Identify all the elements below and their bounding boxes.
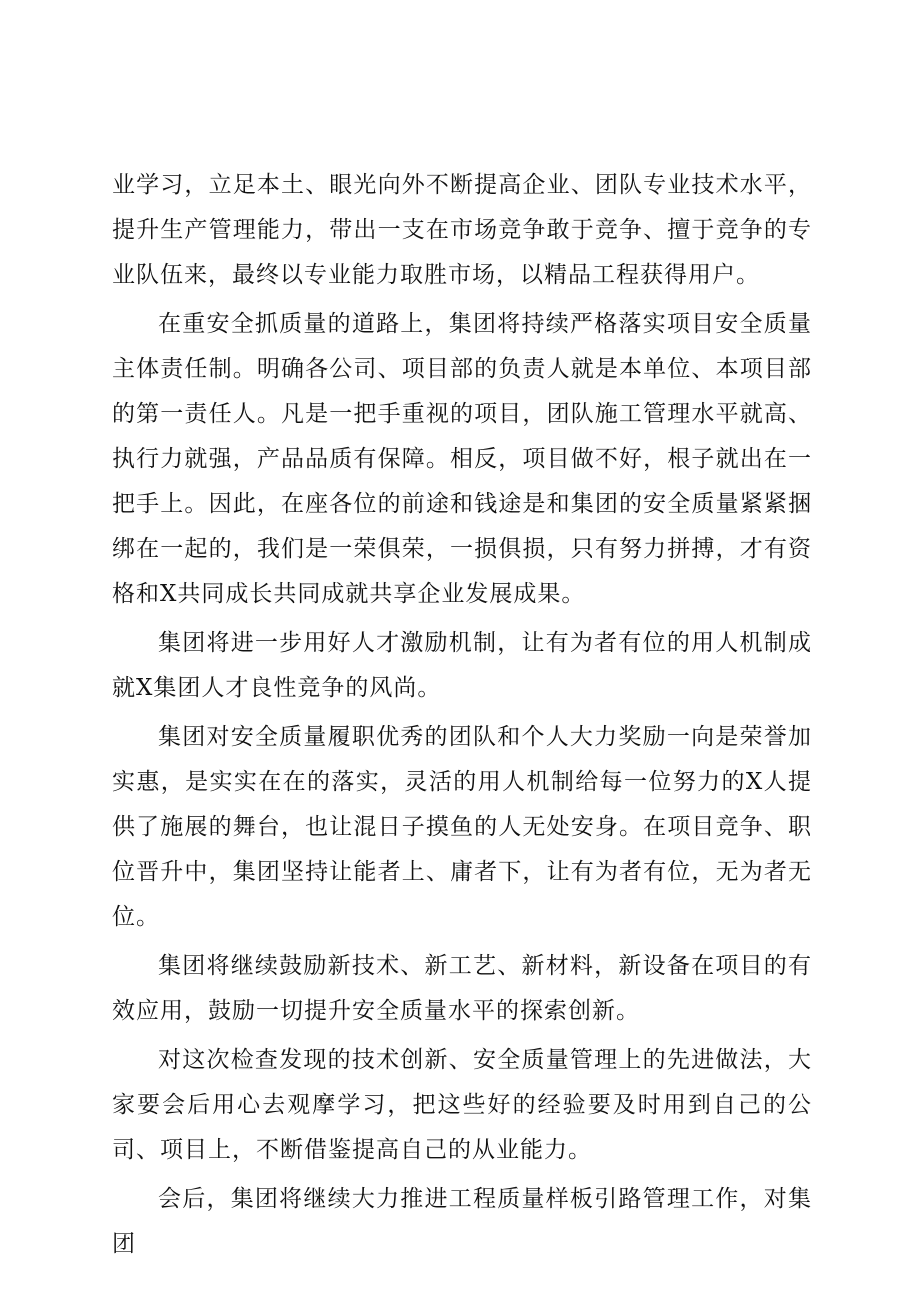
- paragraph-2: 在重安全抓质量的道路上，集团将持续严格落实项目安全质量主体责任制。明确各公司、项目部的负责人就是本单位、本项目部的第一责任人。凡是一把手重视的项目，团队施工管理水平就高、执行力就强，产品品质有保障。相反，项目做不好，根子就出在一把手上。因此，在座各位的前途和钱途是和集团的安全质量紧紧捆绑在一起的，我们是一荣俱荣，一损俱损，只有努力拼搏，才有资格和X共同成长共同成就共享企业发展成果。: [112, 311, 812, 607]
- paragraph-6: 对这次检查发现的技术创新、安全质量管理上的先进做法，大家要会后用心去观摩学习，把这些好的经验要及时用到自己的公司、项目上，不断借鉴提高自己的从业能力。: [112, 1047, 812, 1163]
- paragraph-7: 会后，集团将继续大力推进工程质量样板引路管理工作，对集团: [112, 1186, 812, 1257]
- paragraph-5: 集团将继续鼓励新技术、新工艺、新材料，新设备在项目的有效应用，鼓励一切提升安全质量水平的探索创新。: [112, 953, 812, 1024]
- paragraph-1: 业学习，立足本土、眼光向外不断提高企业、团队专业技术水平，提升生产管理能力，带出一支在市场竞争敢于竞争、擅于竞争的专业队伍来，最终以专业能力取胜市场，以精品工程获得用户。: [112, 172, 812, 288]
- document-body: [112, 163, 812, 1271]
- paragraph-4: 集团对安全质量履职优秀的团队和个人大力奖励一向是荣誉加实惠，是实实在在的落实，灵活的用人机制给每一位努力的X人提供了施展的舞台，也让混日子摸鱼的人无处安身。在项目竞争、职位晋升中，集团坚持让能者上、庸者下，让有为者有位，无为者无位。: [112, 724, 812, 930]
- paragraph-3: 集团将进一步用好人才激励机制，让有为者有位的用人机制成就X集团人才良性竞争的风尚。: [112, 630, 812, 701]
